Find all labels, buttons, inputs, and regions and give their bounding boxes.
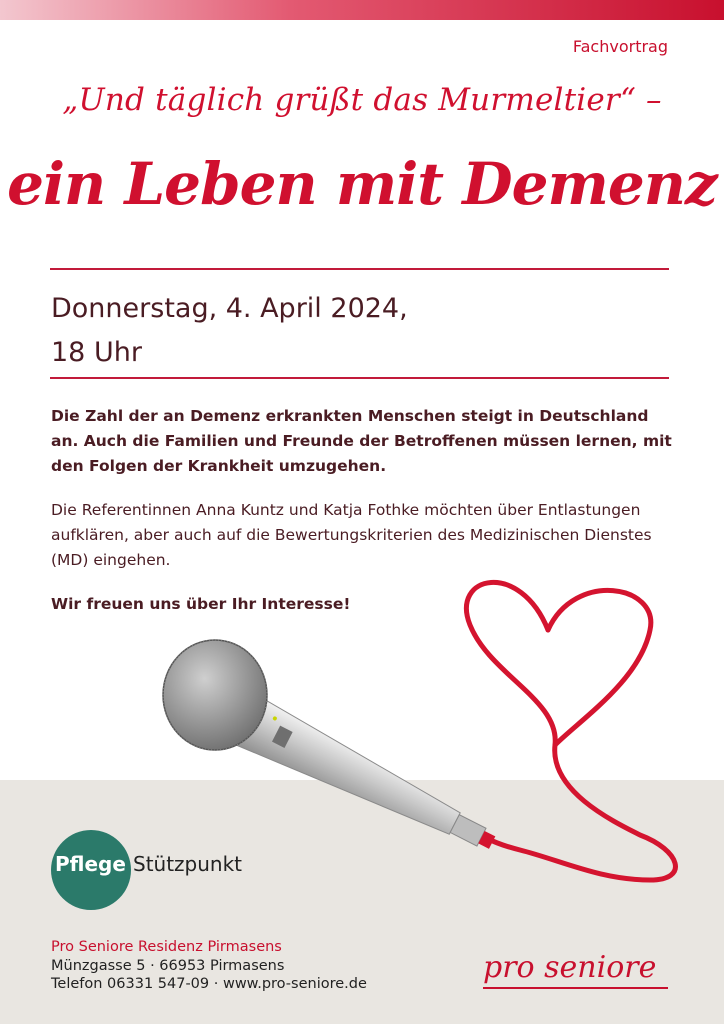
residence-name: Pro Seniore Residenz Pirmasens <box>51 939 282 955</box>
event-kicker: Fachvortrag <box>572 37 668 56</box>
logo-pflege-text: Pflege <box>55 852 126 876</box>
details-paragraph: Die Referentinnen Anna Kuntz und Katja Fothke möchten über Entlastungen aufklären, aber auch auf die Bewertungskriterien des Medizinischen Dienstes (MD) eingehen. <box>51 501 652 569</box>
event-date: Donnerstag, 4. April 2024, <box>51 293 408 324</box>
intro-paragraph: Die Zahl der an Demenz erkrankten Menschen steigt in Deutschland an. Auch die Familien und Freunde der Betroffenen müssen lernen, mit den Folgen der Krankheit umzugehen. <box>51 407 672 475</box>
street-address: Münzgasse 5 · 66953 Pirmasens <box>51 957 285 974</box>
title-line-1: „Und täglich grüßt das Murmeltier“ – <box>62 82 662 118</box>
title-line-2: ein Leben mit Demenz <box>7 150 717 218</box>
microphone-grille <box>163 640 267 750</box>
pro-seniore-logo: pro seniore <box>483 950 657 985</box>
heart-cable-right <box>548 590 651 745</box>
brand-underline <box>483 987 668 989</box>
event-time: 18 Uhr <box>51 337 142 368</box>
address-block <box>51 938 367 994</box>
closing-line: Wir freuen uns über Ihr Interesse! <box>51 595 351 613</box>
contact-line: Telefon 06331 547-09 · www.pro-seniore.de <box>51 976 367 992</box>
logo-stuetzpunkt-text: Stützpunkt <box>133 852 243 876</box>
